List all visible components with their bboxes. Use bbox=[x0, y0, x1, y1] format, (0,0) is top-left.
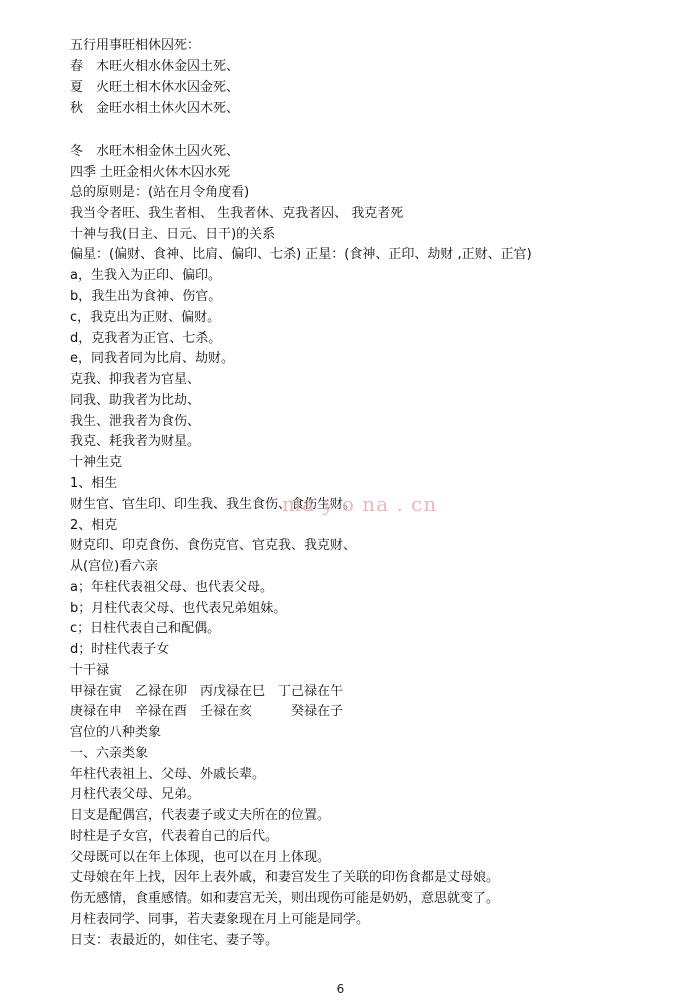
text-line: e，同我者同为比肩、劫财。 bbox=[70, 351, 234, 366]
text-line: a，生我入为正印、偏印。 bbox=[70, 268, 221, 283]
text-line: 父母既可以在年上体现，也可以在月上体现。 bbox=[70, 850, 331, 865]
text-line: 我当令者旺、我生者相、 生我者休、克我者囚、 我克者死 bbox=[70, 206, 404, 221]
text-line: 月柱代表父母、兄弟。 bbox=[70, 787, 201, 802]
text-line: a；年柱代表祖父母、也代表父母。 bbox=[70, 580, 273, 595]
watermark: ma y o na . cn bbox=[282, 492, 438, 516]
text-line: 一、六亲类象 bbox=[70, 746, 149, 761]
text-line: 冬 水旺木相金休土囚火死、 bbox=[70, 144, 240, 159]
text-line: 日支：表最近的，如住宅、妻子等。 bbox=[70, 933, 279, 948]
text-line: 宫位的八种类象 bbox=[70, 725, 162, 740]
text-line: 我生、泄我者为食伤、 bbox=[70, 414, 201, 429]
text-line: 秋 金旺水相土休火囚木死、 bbox=[70, 101, 240, 116]
text-line: 四季 土旺金相火休木囚水死 bbox=[70, 165, 231, 180]
text-line: 夏 火旺土相木休水囚金死、 bbox=[70, 80, 240, 95]
text-line: d；时柱代表子女 bbox=[70, 642, 170, 657]
text-line: c，我克出为正财、偏财。 bbox=[70, 310, 221, 325]
text-line: 十神生克 bbox=[70, 455, 123, 470]
text-line: 从(宫位)看六亲 bbox=[70, 559, 159, 574]
text-line: 总的原则是：(站在月令角度看) bbox=[70, 185, 250, 200]
text-line: 十干禄 bbox=[70, 663, 110, 678]
text-line: 财克印、印克食伤、食伤克官、官克我、我克财、 bbox=[70, 538, 357, 553]
text-line: 偏星：(偏财、食神、比肩、偏印、七杀) 正星：(食神、正印、劫财 ,正财、正官) bbox=[70, 247, 532, 262]
text-line: 春 木旺火相水休金囚土死、 bbox=[70, 59, 240, 74]
text-line: 我克、耗我者为财星。 bbox=[70, 434, 201, 449]
text-line: 1、相生 bbox=[70, 476, 118, 491]
text-line: 伤无感情，食重感情。如和妻宫无关，则出现伤可能是奶奶，意思就变了。 bbox=[70, 891, 500, 906]
page-number: 6 bbox=[336, 982, 345, 996]
text-line: 五行用事旺相休囚死： bbox=[70, 38, 201, 53]
text-line: b；月柱代表父母、也代表兄弟姐妹。 bbox=[70, 601, 287, 616]
text-line: 时柱是子女宫，代表着自己的后代。 bbox=[70, 829, 279, 844]
text-line: 2、相克 bbox=[70, 518, 118, 533]
text-line: 财生官、官生印、印生我、我生食伤、食伤生财。 bbox=[70, 497, 357, 512]
text-line: c；日柱代表自己和配偶。 bbox=[70, 621, 221, 636]
text-line: 日支是配偶宫，代表妻子或丈夫所在的位置。 bbox=[70, 808, 331, 823]
text-line: 月柱表同学、同事，若夫妻象现在月上可能是同学。 bbox=[70, 912, 370, 927]
text-line: 甲禄在寅 乙禄在卯 丙戊禄在巳 丁己禄在午 bbox=[70, 684, 344, 699]
text-line: b，我生出为食神、伤官。 bbox=[70, 289, 222, 304]
text-line: 同我、助我者为比劫、 bbox=[70, 393, 201, 408]
text-line: 庚禄在申 辛禄在酉 壬禄在亥 癸禄在子 bbox=[70, 704, 344, 719]
text-line: 十神与我(日主、日元、日干)的关系 bbox=[70, 227, 276, 242]
text-line: 克我、抑我者为官星、 bbox=[70, 372, 201, 387]
text-line: 年柱代表祖上、父母、外戚长辈。 bbox=[70, 767, 266, 782]
text-line: 丈母娘在年上找，因年上表外戚，和妻宫发生了关联的印伤食都是丈母娘。 bbox=[70, 870, 500, 885]
text-line: d，克我者为正官、七杀。 bbox=[70, 331, 222, 346]
